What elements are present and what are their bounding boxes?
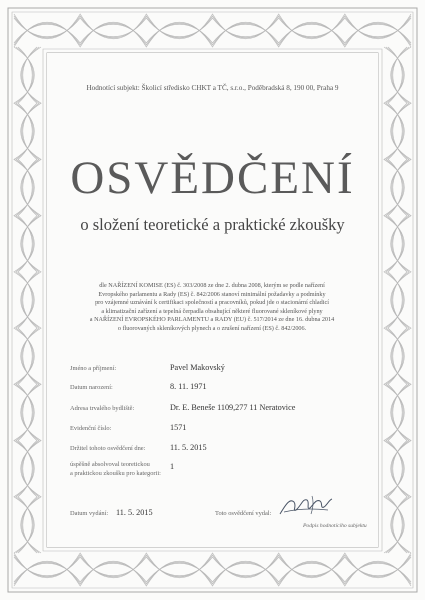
- signature-image: [276, 490, 336, 520]
- certificate-title: OSVĚDČENÍ: [70, 152, 355, 204]
- holder-date-label: Držitel tohoto osvědčení dne:: [70, 445, 146, 452]
- holder-date-value: 11. 5. 2015: [170, 443, 207, 452]
- category-value: 1: [170, 462, 175, 471]
- issue-date-label: Datum vydání:: [70, 510, 109, 517]
- legal-line: o fluorovaných skleníkových plynech a o zrušení nařízení (ES) č. 842/2006.: [117, 324, 307, 332]
- legal-line: a klimatizační zařízení a tepelná čerpadla obsahující některé fluorované skleníkové plyny: [101, 307, 323, 315]
- registration-number-value: 1571: [170, 423, 187, 432]
- legal-line: a NAŘÍZENÍ EVROPSKÉHO PARLAMENTU a RADY (EU) č. 517/2014 ze dne 16. dubna 2014: [89, 316, 335, 324]
- address-label: Adresa trvalého bydliště:: [70, 405, 135, 412]
- birth-date-label: Datum narození:: [70, 384, 113, 391]
- legal-text: [64, 282, 360, 334]
- issue-date-value: 11. 5. 2015: [116, 508, 153, 517]
- legal-line: Evropského parlamentu a Rady (ES) č. 842/2006 stanoví minimální požadavky a podmínky: [98, 290, 326, 298]
- birth-date-value: 8. 11. 1971: [170, 382, 207, 391]
- category-label-line2: a praktickou zkoušku pro kategorii:: [70, 470, 161, 477]
- issued-by-label: Toto osvědčení vydal:: [215, 510, 272, 517]
- registration-number-label: Evidenční číslo:: [70, 425, 112, 432]
- name-value: Pavel Makovský: [170, 363, 225, 372]
- category-label-line1: úspěšně absolvoval teoretickou: [70, 461, 150, 468]
- signer-caption: Podpis hodnotícího subjektu: [303, 523, 367, 529]
- address-value: Dr. E. Beneše 1109,277 11 Neratovice: [170, 403, 296, 412]
- certificate-subtitle: o složení teoretické a praktické zkoušky: [80, 215, 345, 234]
- issuer-line: Hodnotící subjekt: Školicí středisko CHKT a TČ, s.r.o., Poděbradská 8, 190 00, Praha 9: [86, 84, 339, 92]
- legal-line: dle NAŘÍZENÍ KOMISE (ES) č. 303/2008 ze dne 2. dubna 2008, kterým se podle nařízení: [99, 282, 325, 289]
- name-label: Jméno a příjmení:: [70, 365, 117, 372]
- legal-line: pro vzájemné uznávání k certifikaci společností a pracovníků, pokud jde o stacionární chladicí: [95, 299, 329, 307]
